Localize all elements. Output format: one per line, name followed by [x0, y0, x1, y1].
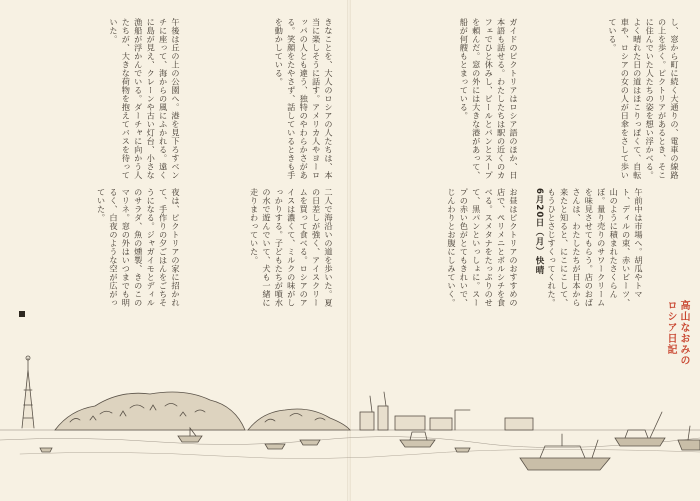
body-text-block: 午前中は市場へ。胡瓜やトマト、ディルの束、赤いビーツ、山のように積まれたさくらんぼ。量り売りのサワークリームを味見させてもらう。店のおばさんは、わたしたちが日本から来たと知ると、にこにこして、もうひとさじすくってくれた。	[547, 188, 644, 307]
body-text-block: 夜は、ピクトリアの家に招かれて、手作りの夕ごはんをごちそうになる。ジャガイモとディルのサラダ、魚の燻製、きのこのマリネ。窓の外はいつまでも明るく、白夜のような空が広がっていた。	[96, 188, 181, 307]
entry-date-heading: 6月20日（月）快晴	[534, 188, 544, 276]
section-end-mark	[19, 311, 25, 317]
body-text-block: 午後は丘の上の公園へ。港を見下ろすベンチに座って、海からの風にふかれる。遠くに島が見え、クレーンや古い灯台、小さな漁船が浮かんでいる。ダーチャに向かう人たちが、大きな荷物を抱えてバスを待っていた。	[108, 18, 181, 180]
body-text-block: お昼はピクトリアのおすすめの店で、ペリメニとボルシチを食べる。スメタナをたっぷりのせて、黒パンといっしょに。スープの赤い色がとてもきれいで、じんわりとお腹にしみていく。	[446, 188, 519, 307]
body-text-block: 二人で海沿いの道を歩いた。夏の日差しが強く、アイスクリームを買って食べる。ロシアのアイスは濃くて、ミルクの味がしっかりする。子どもたちが噴水の水で遊んでいて、犬も一緒に走りまわっていた。	[249, 188, 334, 307]
series-title-line2: ロシア日記	[665, 300, 676, 355]
harbor-illustration	[0, 330, 700, 490]
series-title-line1: 高山なおみの	[678, 300, 689, 366]
body-text-block: きなことを、大人のロシアの人たちは、本当に楽しそうに話す。アメリカ人やヨーロッパの人とも違う、独特のやわらかさがある。笑顔をたやさず、話しているときも手を動かしている。	[274, 18, 334, 180]
body-text-block: ガイドのピクトリアはロシア語のほか、日本語も話せる。わたしたちは駅の近くのカフェでひと休みし、ビールとパンとスープを頼んだ。窓の外には大きな港があって、船が何艘もとまっている。	[459, 18, 519, 180]
body-text-block: し、窓から町に続く大通りの、電車の線路の上を歩く。ピクトリアがあるとき、そこに住んでいた人たちの姿を想い浮かべる。よく晴れた日の道はほこりっぽくて、自転車や、ロシアの女の人が日傘をさして歩いている。	[607, 18, 680, 180]
